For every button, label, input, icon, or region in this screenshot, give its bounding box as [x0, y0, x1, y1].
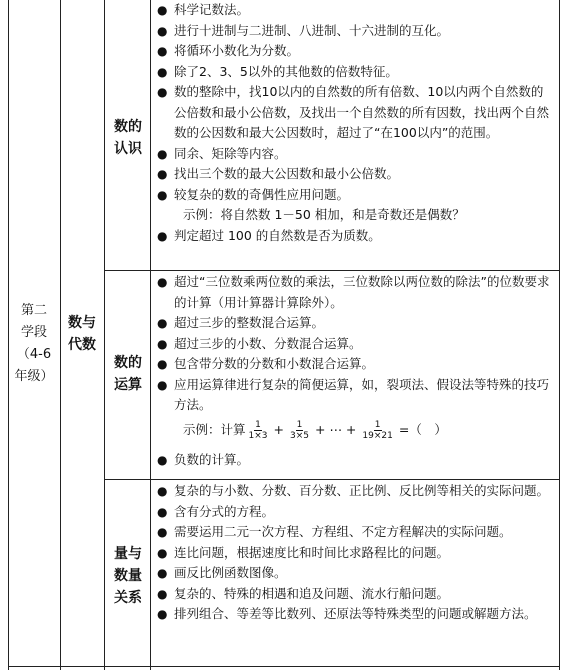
list-item: [157, 604, 555, 625]
topic-cell-quantity-relations: [110, 543, 146, 609]
plus-operator: +: [273, 422, 284, 438]
item-text: 超过“三位数乘两位数的乘法，三位数除以两位数的除法”的位数要求的计算（用计算器计算除外）。: [174, 274, 550, 310]
column-divider: [150, 0, 151, 670]
bullet-icon: ●: [157, 64, 168, 79]
list-item: [157, 375, 555, 416]
topic-line: 关系: [114, 590, 142, 606]
topic-line: 数的: [114, 355, 142, 371]
bullet-icon: ●: [157, 167, 168, 181]
item-text: 同余、矩除等内容。: [174, 145, 287, 161]
item-text: 画反比例函数图像。: [174, 565, 287, 580]
list-item: [157, 450, 555, 471]
fraction: [248, 420, 269, 441]
bullet-icon: ●: [157, 357, 168, 371]
stage-line: 学段: [20, 325, 47, 340]
topic-line: 运算: [114, 377, 142, 393]
list-item: [157, 82, 555, 144]
list-item: [157, 543, 555, 564]
list-item: [157, 272, 555, 313]
item-list-quantity-relations: [157, 481, 555, 625]
domain-cell: [63, 312, 101, 356]
bullet-icon: ●: [157, 146, 168, 161]
bullet-icon: ●: [157, 525, 168, 539]
item-text: 除了2、3、5以外的其他数的倍数特征。: [174, 63, 398, 79]
table-border-right: [559, 0, 560, 670]
fraction-numerator: 1: [296, 420, 303, 430]
list-item: [157, 226, 555, 247]
bullet-icon: ●: [157, 316, 168, 330]
topic-line: 量与: [114, 546, 142, 562]
bullet-icon: ●: [157, 44, 168, 58]
list-item: [157, 41, 555, 62]
fraction-numerator: 1: [374, 420, 381, 430]
item-list-number-operations: [157, 272, 555, 470]
fraction-denominator: 1×3: [248, 431, 268, 441]
topic-line: 数的: [114, 119, 142, 135]
topic-line: 数量: [114, 568, 142, 584]
item-text: 连比问题，根据速度比和时间比求路程比的问题。: [174, 544, 450, 560]
row-divider: [8, 666, 560, 667]
domain-line: 代数: [68, 337, 96, 353]
bullet-icon: ●: [157, 336, 168, 351]
bullet-icon: ●: [157, 3, 168, 17]
item-text: 超过三步的整数混合运算。: [174, 315, 325, 330]
ellipsis-operator: + ⋯ +: [315, 422, 357, 438]
formula-suffix: =（ ）: [398, 422, 447, 438]
bullet-icon: ●: [157, 566, 168, 580]
list-item: [157, 313, 555, 334]
list-item: [157, 584, 555, 605]
item-text: 复杂的、特殊的相遇和追及问题、流水行船问题。: [174, 585, 450, 601]
topic-cell-number-operations: [110, 352, 146, 396]
fraction-denominator: 3×5: [290, 431, 309, 441]
bullet-icon: ●: [157, 377, 168, 392]
item-text: 包含带分数的分数和小数混合运算。: [174, 356, 375, 371]
list-item: [157, 563, 555, 584]
bullet-icon: ●: [157, 452, 168, 467]
formula-prefix: 示例：计算: [183, 422, 246, 438]
item-text: 找出三个数的最大公因数和最小公倍数。: [174, 166, 400, 181]
topic-cell-number-recognition: [110, 116, 146, 160]
item-text: 科学记数法。: [174, 2, 250, 17]
item-list-number-recognition: [157, 0, 555, 246]
stage-line: 第二: [20, 303, 47, 318]
list-item: [157, 21, 555, 42]
item-text: 负数的计算。: [174, 451, 250, 467]
stage-cell: [8, 300, 60, 388]
domain-line: 数与: [68, 315, 96, 331]
row-divider: [104, 270, 560, 271]
fraction-numerator: 1: [255, 420, 261, 430]
list-item: [157, 522, 555, 543]
list-item: [157, 0, 555, 21]
bullet-icon: ●: [157, 586, 168, 601]
item-text: 将循环小数化为分数。: [174, 43, 300, 58]
item-text: 数的整除中，找10以内的自然数的所有倍数、10以内两个自然数的公倍数和最小公倍数，及找出一个自然数的所有因数，找出两个自然数的公因数和最大公因数时，超过了“在100以内”的范围。: [174, 84, 550, 140]
list-item: [157, 502, 555, 523]
item-text: 进行十进制与二进制、八进制、十六进制的互化。: [174, 22, 450, 38]
item-text: 含有分式的方程。: [174, 503, 275, 519]
list-item: [157, 164, 555, 185]
bullet-icon: ●: [157, 607, 168, 621]
topic-line: 认识: [114, 141, 142, 157]
column-divider: [104, 0, 105, 670]
item-text: 应用运算律进行复杂的简便运算，如，裂项法、假设法等特殊的技巧方法。: [174, 376, 550, 412]
fraction: [361, 420, 393, 441]
item-text: 较复杂的数的奇偶性应用问题。: [174, 186, 350, 202]
item-text: 需要运用二元一次方程、方程组、不定方程解决的实际问题。: [174, 524, 512, 539]
fraction-denominator: 19×21: [362, 431, 393, 441]
example-text: 示例：将自然数 1－50 相加，和是奇数还是偶数？: [183, 207, 465, 222]
bullet-icon: ●: [157, 228, 168, 243]
list-item: [157, 481, 555, 502]
item-text: 超过三步的小数、分数混合运算。: [174, 335, 362, 351]
list-item: [157, 354, 555, 375]
bullet-icon: ●: [157, 23, 168, 38]
list-item: [157, 185, 555, 206]
stage-line: （4-6: [16, 347, 52, 362]
bullet-icon: ●: [157, 187, 168, 202]
list-item: [157, 62, 555, 83]
bullet-icon: ●: [157, 85, 168, 99]
bullet-icon: ●: [157, 504, 168, 519]
item-text: 复杂的与小数、分数、百分数、正比例、反比例等相关的实际问题。: [174, 483, 550, 498]
list-item: [157, 334, 555, 355]
bullet-icon: ●: [157, 484, 168, 498]
item-text: 判定超过 100 的自然数是否为质数。: [174, 227, 381, 243]
item-text: 排列组合、等差等比数列、还原法等特殊类型的问题或解题方法。: [174, 606, 537, 621]
stage-line: 年级）: [14, 369, 54, 384]
column-divider: [60, 0, 61, 670]
fraction: [289, 420, 310, 441]
row-divider: [104, 479, 560, 480]
bullet-icon: ●: [157, 275, 168, 289]
formula-example: [157, 416, 555, 446]
bullet-icon: ●: [157, 545, 168, 560]
list-item: [157, 144, 555, 165]
